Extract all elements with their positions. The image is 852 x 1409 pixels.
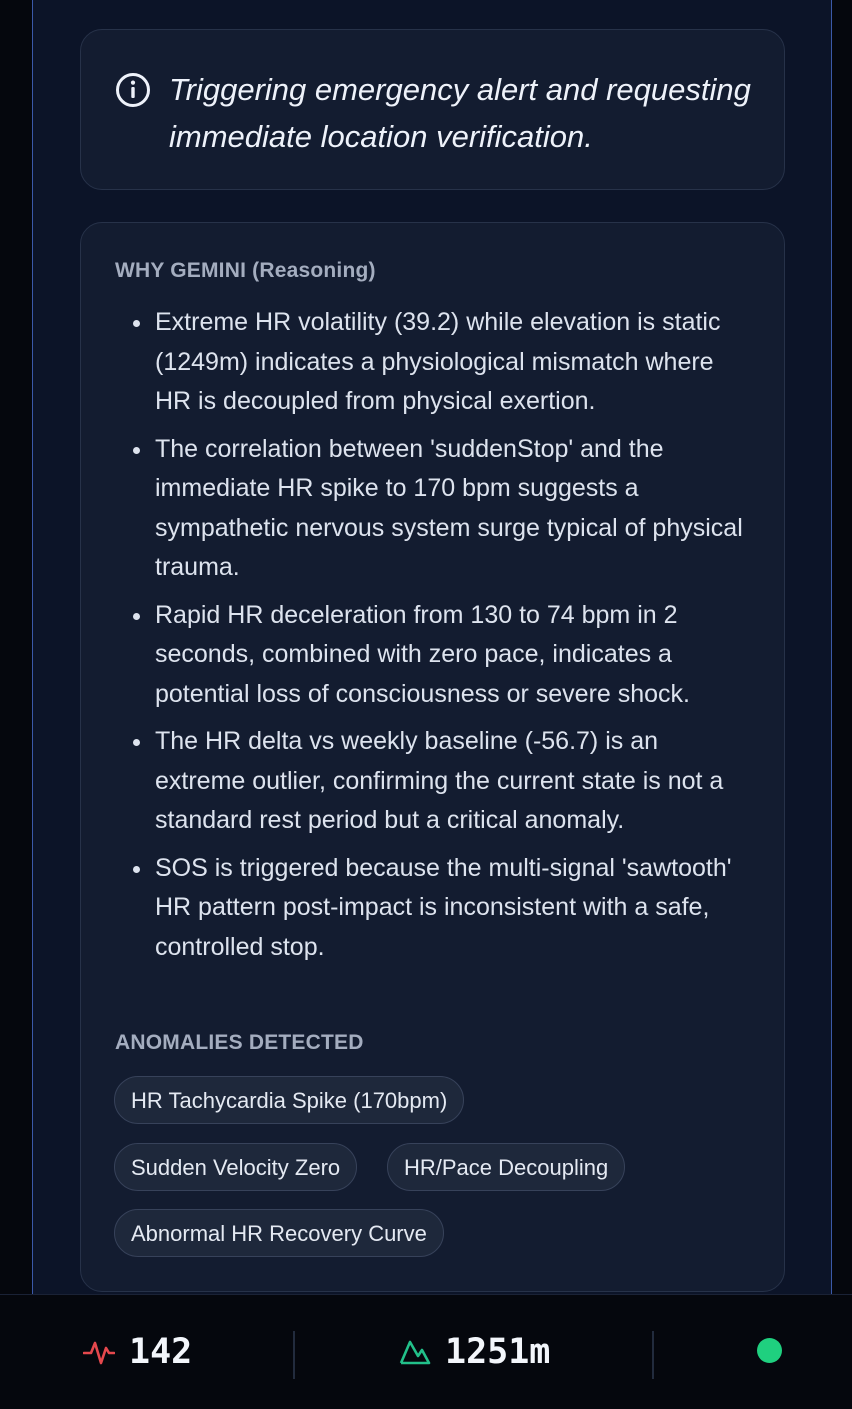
divider <box>652 1331 654 1379</box>
bullet-icon <box>133 320 140 327</box>
reasoning-item <box>115 849 755 968</box>
heart-rate-stat <box>83 1295 192 1409</box>
reasoning-item-text: Rapid HR deceleration from 130 to 74 bpm in 2 seconds, combined with zero pace, indicates a potential loss of consciousness or severe shock. <box>155 600 690 708</box>
anomalies-title: ANOMALIES DETECTED <box>115 1031 364 1054</box>
reasoning-item <box>115 596 755 715</box>
reasoning-list <box>115 303 755 975</box>
alert-message: Triggering emergency alert and requesting immediate location verification. <box>169 72 751 154</box>
reasoning-item <box>115 303 755 422</box>
bullet-icon <box>133 447 140 454</box>
alert-card <box>80 29 785 190</box>
anomaly-chip[interactable]: Abnormal HR Recovery Curve <box>114 1209 444 1257</box>
reasoning-item-text: SOS is triggered because the multi-signal 'sawtooth' HR pattern post-impact is inconsistent with a safe, controlled stop. <box>155 853 732 961</box>
divider <box>293 1331 295 1379</box>
heart-rate-icon <box>83 1336 115 1368</box>
bullet-icon <box>133 739 140 746</box>
mountain-icon <box>399 1336 431 1368</box>
elevation-value: 1251m <box>445 1332 551 1372</box>
reasoning-item <box>115 430 755 588</box>
status-bar <box>0 1294 852 1408</box>
bullet-icon <box>133 866 140 873</box>
anomaly-chip[interactable]: HR/Pace Decoupling <box>387 1143 625 1191</box>
anomaly-chip[interactable]: HR Tachycardia Spike (170bpm) <box>114 1076 464 1124</box>
elevation-stat <box>399 1295 550 1409</box>
status-indicator <box>757 1338 782 1363</box>
reasoning-title: WHY GEMINI (Reasoning) <box>115 259 376 282</box>
reasoning-item-text: The correlation between 'suddenStop' and the immediate HR spike to 170 bpm suggests a sympathetic nervous system surge typical of physical trauma. <box>155 434 743 581</box>
reasoning-item <box>115 722 755 841</box>
info-icon <box>115 72 151 108</box>
reasoning-item-text: The HR delta vs weekly baseline (-56.7) is an extreme outlier, confirming the current state is not a standard rest period but a critical anomaly. <box>155 727 724 834</box>
reasoning-item-text: Extreme HR volatility (39.2) while elevation is static (1249m) indicates a physiological mismatch where HR is decoupled from physical exertion. <box>155 308 721 415</box>
heart-rate-value: 142 <box>129 1332 193 1372</box>
app-frame <box>32 0 832 1294</box>
bullet-icon <box>133 613 140 620</box>
reasoning-card <box>80 222 785 1292</box>
anomaly-chip[interactable]: Sudden Velocity Zero <box>114 1143 357 1191</box>
